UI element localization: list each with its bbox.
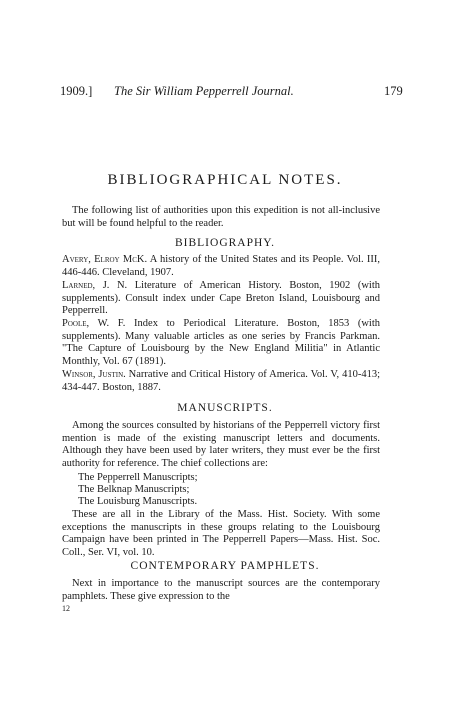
- pamphlets-heading: CONTEMPORARY PAMPHLETS.: [130, 560, 320, 572]
- entry-text: Narrative and Critical History of America. Vol. V, 410-413; 434-447. Boston, 1887.: [62, 369, 380, 393]
- manuscript-item: The Pepperrell Manuscripts;: [78, 472, 198, 483]
- entry-author: Avery, Elroy McK.: [62, 254, 148, 265]
- entry-author: Poole, W. F.: [62, 318, 126, 329]
- manuscripts-heading: MANUSCRIPTS.: [177, 402, 273, 414]
- manuscripts-paragraph: Among the sources consulted by historians of the Pepperrell victory first mention is made of the existing manuscript letters and documents. Although they have been used by later writers, they must ever be the first authority for reference. The chief collections are:: [62, 420, 380, 469]
- bibliography-entry: [62, 318, 380, 368]
- page-number: 179: [384, 84, 403, 98]
- signature-mark: 12: [62, 604, 70, 613]
- bibliography-entry: [62, 369, 380, 394]
- main-title: BIBLIOGRAPHICAL NOTES.: [107, 172, 343, 188]
- entry-author: Larned, J. N.: [62, 280, 128, 291]
- manuscript-item: The Belknap Manuscripts;: [78, 484, 190, 495]
- bibliography-entry: [62, 254, 380, 279]
- bibliography-entry: [62, 280, 380, 318]
- bibliography-heading: BIBLIOGRAPHY.: [174, 237, 275, 249]
- entry-text: Literature of American History. Boston, 1902 (with supplements). Consult index under Cape Breton Island, Louisbourg and Pepperrell.: [62, 280, 381, 316]
- entry-text: Index to Periodical Literature. Boston, 1853 (with supplements). Many valuable articles as one series by Francis Parkman. "The Capture of Louisbourg by the New England Militia" in Atlantic Monthly, Vol. 67 (1891).: [62, 318, 380, 367]
- entry-author: Winsor, Justin.: [62, 369, 126, 380]
- manuscripts-paragraph-2: These are all in the Library of the Mass. Hist. Society. With some exceptions the manuscripts in these groups relating to the Louisbourg Campaign have been printed in The Pepperrell Papers—Mass. Hist. Soc. Coll., Ser. VI, vol. 10.: [62, 509, 380, 558]
- intro-paragraph: The following list of authorities upon this expedition is not all-inclusive but will be found helpful to the reader.: [62, 205, 380, 229]
- entry-text: A history of the United States and its People. Vol. III, 446-446. Cleveland, 1907.: [62, 254, 380, 278]
- pamphlets-paragraph: Next in importance to the manuscript sources are the contemporary pamphlets. These give expression to the: [62, 578, 380, 602]
- manuscript-item: The Louisburg Manuscripts.: [78, 496, 198, 507]
- header-year: 1909.]: [60, 84, 93, 98]
- running-title: The Sir William Pepperrell Journal.: [114, 84, 294, 98]
